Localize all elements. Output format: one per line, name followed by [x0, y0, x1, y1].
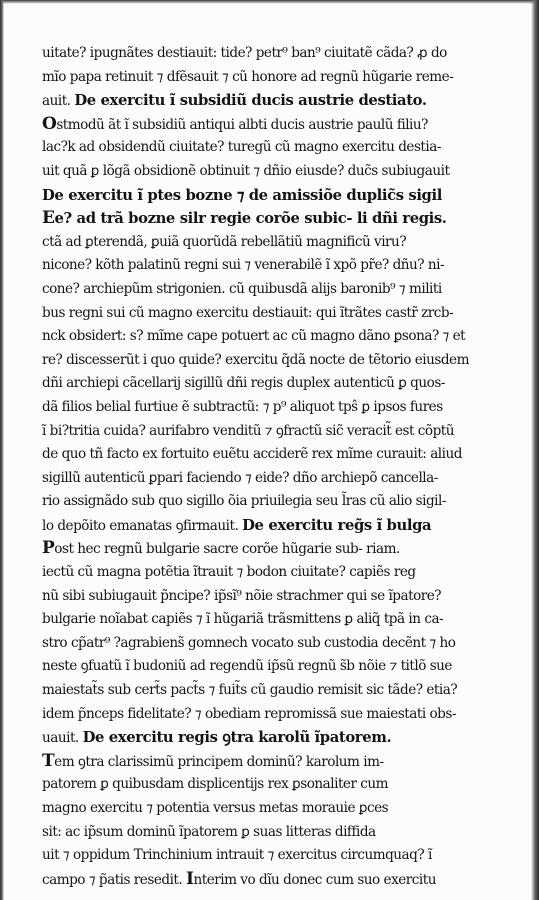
text-line: [42, 349, 520, 373]
body-text: de quo tñ facto ex fortuito euẽtu acciderẽ rex mĩme curauit: aliud: [42, 446, 462, 463]
text-line: [42, 42, 520, 66]
section-heading: De exercitu reg̃s ĩ bulga: [242, 516, 432, 534]
page-top-edge: [0, 0, 539, 4]
text-line: [42, 184, 520, 208]
text-line: [42, 537, 520, 561]
initial-letter: P: [42, 538, 55, 559]
body-text: uitate? ipugnãtes destiauit: tide? petr⁹ ban⁹ ciuitatẽ cãda? ꝓ do: [42, 45, 447, 61]
body-text: rio assignãdo sub quo sigillo õia priuilegia seu l̃ras cũ alio sigil-: [42, 493, 446, 510]
text-line: [42, 231, 520, 255]
body-text: dã filios belial furtiue ẽ subtractũ: ⁊ p⁹ aliquot tpŝ ꝑ ipsos fures: [42, 398, 443, 415]
text-line: [42, 608, 520, 632]
body-text: nicone? kõth palatinũ regni sui ⁊ venerabilẽ ĩ xpõ pr̃e? dñu? ni-: [42, 257, 445, 274]
body-text: bulgarie noĩabat capiẽs ⁊ ĩ hũgariã trãsmittens ꝑ aliq̃ tpã in ca-: [42, 611, 444, 628]
text-line: [42, 278, 520, 302]
text-line: [42, 679, 520, 703]
text-line: [42, 797, 520, 821]
initial-letter: I: [186, 868, 194, 889]
text-line: [42, 750, 520, 774]
text-line: [42, 844, 520, 868]
body-text: stro cp̃atr⁹ ?agrabiens̃ gomnech vocato sub custodia decẽnt ⁊ ho: [42, 634, 456, 651]
section-heading: De exercitu regis ꝯtra karolũ ĩpatorem.: [82, 729, 392, 747]
body-text: dñi archiepi cãcellarij sigillũ dñi regis duplex autenticũ ꝑ quos-: [42, 375, 445, 392]
body-text: nũ sibi subiugauit p̃ncipe? ip̃sĩ⁹ nõie strachmer qui se ĩpatore?: [42, 587, 442, 604]
text-line: [42, 703, 520, 727]
body-text: uauit.: [42, 730, 83, 747]
body-text: nck obsidert: s? mĩme cape potuert ac cũ magno dãno ꝑsona? ⁊ et: [42, 328, 466, 345]
text-line: [42, 396, 520, 420]
text-line: [42, 514, 520, 538]
text-line: [42, 325, 520, 349]
body-text: campo ⁊ p̃atis resedit.: [42, 871, 187, 888]
page-right-edge: [531, 0, 539, 900]
initial-letter: O: [42, 113, 57, 134]
text-line: [42, 302, 520, 326]
text-line: [42, 773, 520, 797]
body-text: ctã ad ꝑterendã, ꝑuiã quorũdã rebellãtiũ magnificũ viru?: [42, 233, 407, 250]
body-text: uit quã ꝑ lõgã obsidionẽ obtinuit ⁊ dñio eiusde? duc̃s subiugauit: [42, 162, 450, 179]
text-line: [42, 254, 520, 278]
body-text: maiestat̃s sub cert̃s pact̃s ⁊ fuit̃s cũ gaudio remisit sic tãde? etia?: [42, 682, 458, 699]
body-text: cone? archiepũm strigonien. cũ quibusdã alijs baronib⁹ ⁊ militi: [42, 280, 442, 297]
text-line: [42, 89, 520, 113]
body-text: sit: ac ip̃sum dominũ ĩpatorem ꝑ suas litteras diffida: [42, 823, 376, 840]
text-line: [42, 66, 520, 90]
body-text: uit ⁊ oppidum Trinchinium intrauit ⁊ exercitus circumquaq? ĩ: [42, 847, 432, 864]
text-line: [42, 868, 520, 892]
body-text: sigillũ autenticũ ꝑpari faciendo ⁊ eide? dño archiepõ cancella-: [42, 469, 438, 486]
section-heading: e? ad trã bozne silr regie corõe subic- li dñi regis.: [54, 210, 447, 228]
text-block: [42, 42, 520, 891]
body-text: lo depõito emanatas ꝯfirmauit.: [42, 517, 243, 534]
text-line: [42, 372, 520, 396]
text-line: [42, 160, 520, 184]
text-line: [42, 467, 520, 491]
body-text: stmodũ ãt ĩ subsidiũ antiqui albti ducis austrie paulũ filiu?: [56, 116, 428, 133]
body-text: idem p̃nceps fidelitate? ⁊ obediam repromissã sue maiestati obs-: [42, 705, 456, 722]
body-text: nterim vo dĩu donec cum suo exercitu: [193, 871, 436, 888]
body-text: bus regni sui cũ magno exercitu destiauit: qui ĩtrãtes castr̃ zrcb-: [42, 304, 454, 321]
initial-letter: T: [42, 750, 55, 771]
text-line: [42, 113, 520, 137]
text-line: [42, 490, 520, 514]
text-line: [42, 726, 520, 750]
body-text: mĩo papa retinuit ⁊ dfẽsauit ⁊ cũ honore ad regnũ hũgarie reme-: [42, 68, 454, 85]
text-line: [42, 632, 520, 656]
text-line: [42, 136, 520, 160]
body-text: auit.: [42, 93, 75, 110]
text-line: [42, 585, 520, 609]
body-text: magno exercitu ⁊ potentia versus metas morauie ꝑces: [42, 800, 389, 816]
text-line: [42, 420, 520, 444]
text-line: [42, 443, 520, 467]
section-heading: De exercitu ĩ subsidiũ ducis austrie destiato.: [74, 92, 427, 110]
body-text: ĩ bi?tritia cuida? aurifabro venditũ ⁊ ꝯfractũ sic̃ veracit̃ est cõptũ: [42, 422, 455, 439]
body-text: lac?k ad obsidendũ ciuitate? turegũ cũ magno exercitu destia-: [42, 139, 441, 156]
body-text: patorem ꝑ quibusdam displicentijs rex ꝑsonaliter cum: [42, 776, 389, 793]
body-text: ost hec regnũ bulgarie sacre corõe hũgarie sub- riam.: [54, 541, 400, 558]
text-line: [42, 207, 520, 231]
page-left-edge: [0, 0, 4, 900]
text-line: [42, 821, 520, 845]
body-text: em ꝯtra clarissimũ principem dominũ? karolum im-: [54, 753, 384, 770]
text-line: [42, 655, 520, 679]
section-heading: De exercitu ĩ ptes bozne ⁊ de amissiõe duplic̃s sigil: [42, 186, 442, 204]
body-text: iectũ cũ magna potẽtia ĩtrauit ⁊ bodon ciuitate? capiẽs reg: [42, 564, 416, 581]
body-text: re? discesserũt i quo quide? exercitu q̃dã nocte de tẽtorio eiusdem: [42, 351, 469, 368]
text-line: [42, 561, 520, 585]
initial-letter: E: [42, 208, 55, 229]
body-text: neste ꝯfuatũ ĩ budoniũ ad regendũ ip̃sũ regnũ s̃b nõie ⁊ titlõ sue: [42, 658, 452, 675]
